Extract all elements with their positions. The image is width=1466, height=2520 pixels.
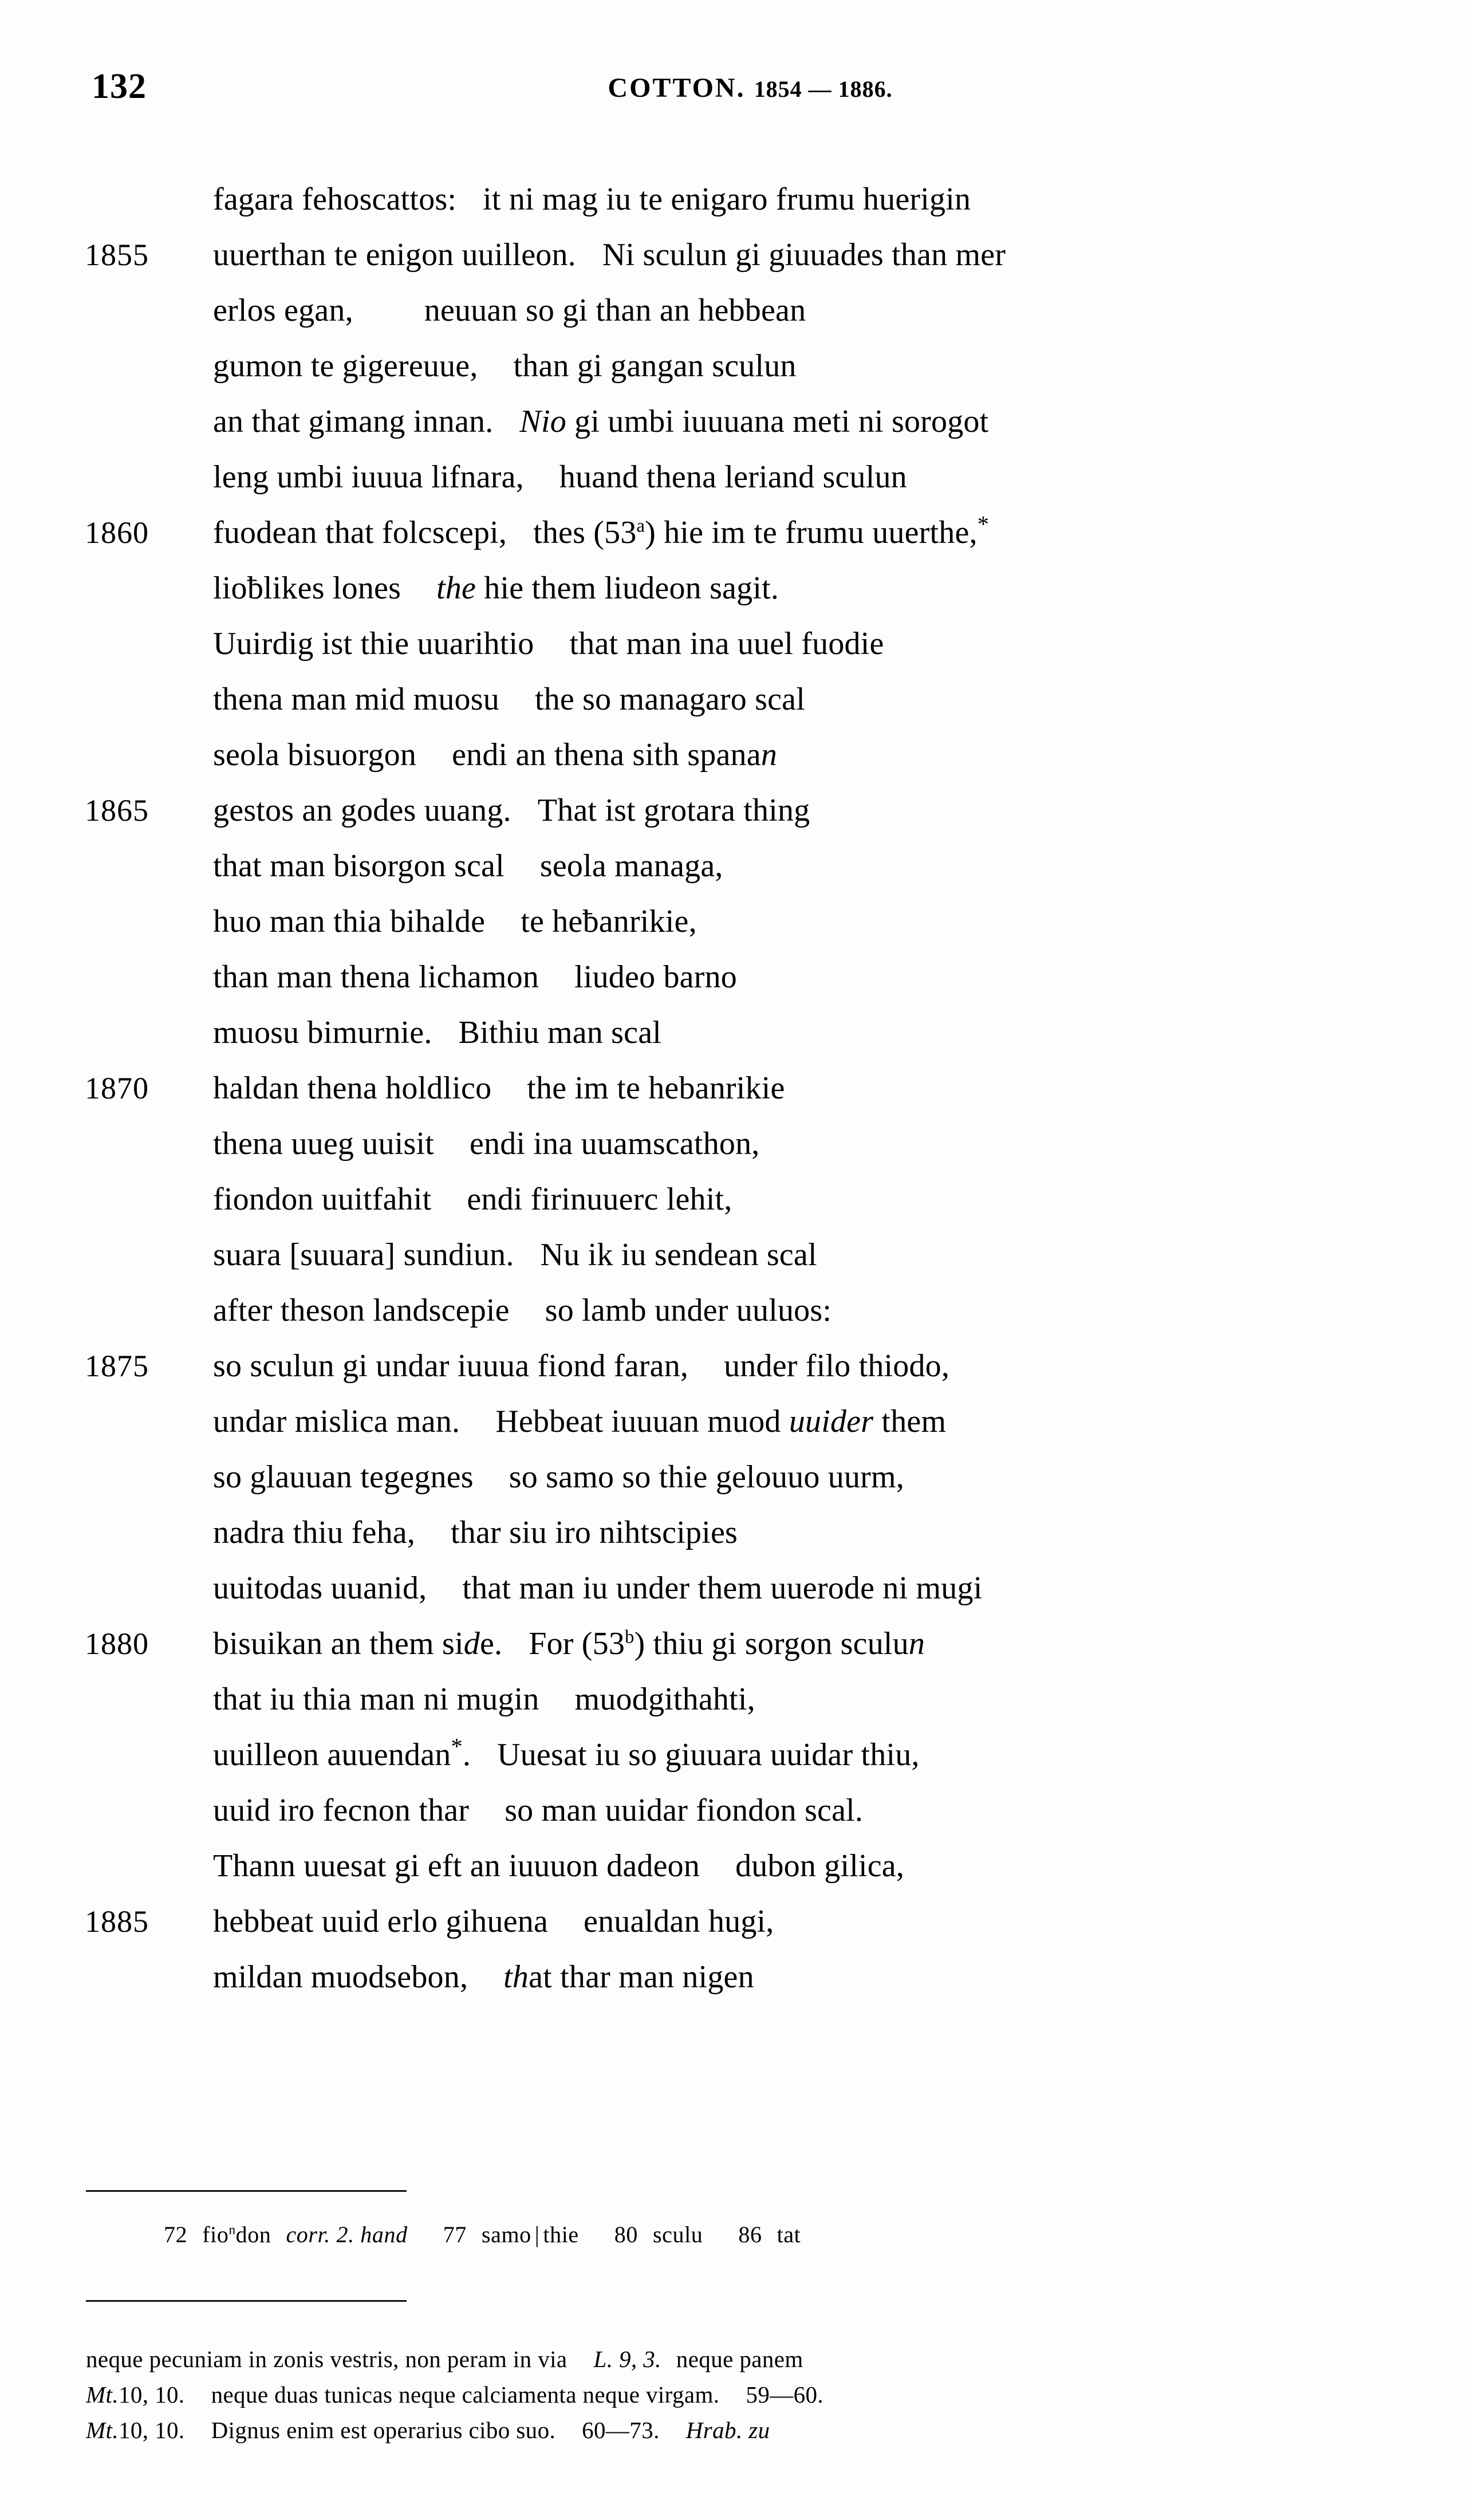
verse-line <box>0 227 1466 283</box>
apparatus-superscript-n: n <box>228 2222 236 2238</box>
verse-line-text: seola bisuorgon endi an thena sith spanan <box>213 737 778 773</box>
verse-line <box>0 1727 1466 1783</box>
verse-line <box>0 1950 1466 2005</box>
source-ref-luke: L. 9, 3. <box>593 2346 661 2372</box>
verse-line <box>0 1838 1466 1894</box>
verse-line-text: an that gimang innan. Nio gi umbi iuuuana meti ni sorogot <box>213 404 989 439</box>
running-head-years: 1854 — 1886. <box>754 76 893 102</box>
verse-line-text: haldan thena holdlico the im te hebanrikie <box>213 1070 785 1106</box>
verse-line <box>0 1061 1466 1116</box>
verse-line <box>0 1116 1466 1172</box>
verse-line-text: that iu thia man ni mugin muodgithahti, <box>213 1682 755 1717</box>
source-attribution-hrabanus: Hrab. zu <box>685 2417 770 2443</box>
verse-line <box>0 894 1466 950</box>
footnote-superscript-b: b <box>625 1627 635 1648</box>
verse-line-number: 1880 <box>85 1627 149 1661</box>
folio-number: 132 <box>92 67 147 106</box>
apparatus-word-fiondon: fio$^n$don <box>202 2222 271 2247</box>
verse-line-text: so sculun gi undar iuuua fiond faran, under filo thiodo, <box>213 1348 950 1384</box>
apparatus-line-ref-72: 72 <box>164 2222 188 2247</box>
verse-line-text: uuitodas uuanid, that man iu under them uuerode ni mugi <box>213 1570 983 1606</box>
verse-line <box>0 616 1466 672</box>
source-note-line-2 <box>86 2377 1403 2412</box>
verse-line <box>0 783 1466 838</box>
verse-line-text: lioƀlikes lones the hie them liudeon sagit. <box>213 570 779 606</box>
verse-line-text: fiondon uuitfahit endi firinuuerc lehit, <box>213 1182 732 1217</box>
verse-line-number: 1875 <box>85 1349 149 1383</box>
apparatus-rule-top <box>86 2190 407 2192</box>
verse-line-text: gumon te gigereuue, than gi gangan sculun <box>213 348 797 384</box>
verse-line-number: 1870 <box>85 1071 149 1105</box>
italic-word: Nio <box>519 404 566 439</box>
footnote-asterisk: * <box>451 1733 463 1759</box>
source-range-2: 59—60. <box>746 2381 824 2408</box>
verse-line-text: Uuirdig ist thie uuarihtio that man ina uuel fuodie <box>213 626 884 662</box>
verse-line-number: 1865 <box>85 793 149 828</box>
verse-line-text: uuilleon auuendan*. Uuesat iu so giuuara uuidar thiu, <box>213 1733 920 1773</box>
source-ref-matthew-2: Mt. <box>86 2381 119 2408</box>
verse-line-text: leng umbi iuuua lifnara, huand thena leriand sculun <box>213 459 907 495</box>
source-note-line-1 <box>86 2341 1403 2377</box>
verse-line-text: huo man thia bihalde te heƀanrikie, <box>213 904 697 939</box>
verse-line-text: thena uueg uuisit endi ina uuamscathon, <box>213 1126 760 1161</box>
verse-line-text: after theson landscepie so lamb under uuluos: <box>213 1293 832 1328</box>
verse-line-number: 1860 <box>85 515 149 550</box>
latin-source-notes <box>86 2341 1403 2448</box>
verse-line-text: muosu bimurnie. Bithiu man scal <box>213 1015 662 1050</box>
verse-line <box>0 172 1466 227</box>
apparatus-line-ref-77: 77 <box>443 2222 467 2247</box>
source-note-line-3 <box>86 2412 1403 2448</box>
verse-line-text: suara [suuara] sundiun. Nu ik iu sendean scal <box>213 1237 817 1273</box>
source-range-3: 60—73. <box>582 2417 660 2443</box>
critical-apparatus <box>164 2221 801 2248</box>
apparatus-word-sculu: sculu <box>652 2222 703 2247</box>
verse-line <box>0 1783 1466 1838</box>
verse-line <box>0 1894 1466 1950</box>
verse-line <box>0 838 1466 894</box>
source-ref-verse-2: 10, 10. <box>119 2381 185 2408</box>
italic-letters-th: th <box>503 1959 529 1995</box>
footnote-asterisk: * <box>977 511 990 537</box>
source-text-3b: Dignus enim est operarius cibo suo. <box>211 2417 556 2443</box>
verse-line <box>0 1561 1466 1616</box>
verse-line <box>0 727 1466 783</box>
apparatus-word-samo: samo <box>481 2222 531 2247</box>
source-text-1a: neque pecuniam in zonis vestris, non peram in via <box>86 2346 568 2372</box>
italic-letter-d: d <box>463 1626 480 1661</box>
verse-line-text: uuerthan te enigon uuilleon. Ni sculun gi giuuades than mer <box>213 237 1006 273</box>
italic-word: uuider <box>789 1404 874 1439</box>
verse-line <box>0 1227 1466 1283</box>
verse-line-text: erlos egan, neuuan so gi than an hebbean <box>213 293 806 328</box>
verse-line <box>0 1283 1466 1338</box>
apparatus-word-tat: tat <box>777 2222 801 2247</box>
running-head <box>0 69 1466 120</box>
verse-line-text: than man thena lichamon liudeo barno <box>213 959 737 995</box>
verse-block <box>0 172 1466 2005</box>
verse-line-text: fagara fehoscattos: it ni mag iu te enigaro frumu huerigin <box>213 182 971 217</box>
verse-line-text: undar mislica man. Hebbeat iuuuan muod uuider them <box>213 1404 947 1439</box>
verse-line <box>0 1450 1466 1505</box>
verse-line <box>0 394 1466 450</box>
verse-line <box>0 283 1466 338</box>
verse-line <box>0 1394 1466 1450</box>
verse-line-text: nadra thiu feha, thar siu iro nihtscipies <box>213 1515 738 1550</box>
verse-line-text: that man bisorgon scal seola managa, <box>213 848 723 884</box>
verse-line-text: Thann uuesat gi eft an iuuuon dadeon dubon gilica, <box>213 1848 905 1884</box>
source-text-1b: neque panem <box>676 2346 803 2372</box>
verse-line-text: uuid iro fecnon thar so man uuidar fiondon scal. <box>213 1793 864 1828</box>
verse-line-text: so glauuan tegegnes so samo so thie gelouuo uurm, <box>213 1459 904 1495</box>
verse-line-text: hebbeat uuid erlo gihuena enualdan hugi, <box>213 1904 774 1939</box>
apparatus-line-ref-80: 80 <box>614 2222 638 2247</box>
running-head-title <box>0 74 1466 102</box>
apparatus-separator-pipe: | <box>534 2222 540 2247</box>
verse-line-number: 1855 <box>85 238 149 272</box>
running-head-work: COTTON. <box>608 73 746 103</box>
apparatus-rule-bottom <box>86 2300 407 2302</box>
italic-word: the <box>436 570 476 606</box>
verse-line <box>0 1005 1466 1061</box>
italic-letter-n: n <box>760 737 778 773</box>
source-ref-verse-3: 10, 10. <box>119 2417 185 2443</box>
verse-line-number: 1885 <box>85 1904 149 1939</box>
verse-line-text: thena man mid muosu the so managaro scal <box>213 682 805 717</box>
verse-line <box>0 450 1466 505</box>
verse-line <box>0 950 1466 1005</box>
verse-line <box>0 1338 1466 1394</box>
verse-line <box>0 561 1466 616</box>
verse-line-text: mildan muodsebon, that thar man nigen <box>213 1959 754 1995</box>
verse-line <box>0 1172 1466 1227</box>
source-text-2b: neque duas tunicas neque calciamenta neque virgam. <box>211 2381 720 2408</box>
verse-line <box>0 505 1466 561</box>
footnote-superscript-a: a <box>636 515 645 537</box>
verse-line-text: gestos an godes uuang. That ist grotara thing <box>213 793 810 828</box>
verse-line <box>0 1505 1466 1561</box>
verse-line <box>0 338 1466 394</box>
italic-letter-n: n <box>908 1626 925 1661</box>
verse-line <box>0 1616 1466 1672</box>
apparatus-note-corr-hand: corr. 2. hand <box>286 2222 408 2247</box>
apparatus-word-thie: thie <box>543 2222 579 2247</box>
apparatus-line-ref-86: 86 <box>738 2222 762 2247</box>
verse-line <box>0 1672 1466 1727</box>
verse-line-text: fuodean that folcscepi, thes (53$^a$) hie im te frumu uuerthe,* <box>213 511 990 550</box>
verse-line <box>0 672 1466 727</box>
verse-line-text: bisuikan an them side. For (53$^b$) thiu gi sorgon sculun <box>213 1626 925 1661</box>
source-ref-matthew-3: Mt. <box>86 2417 119 2443</box>
